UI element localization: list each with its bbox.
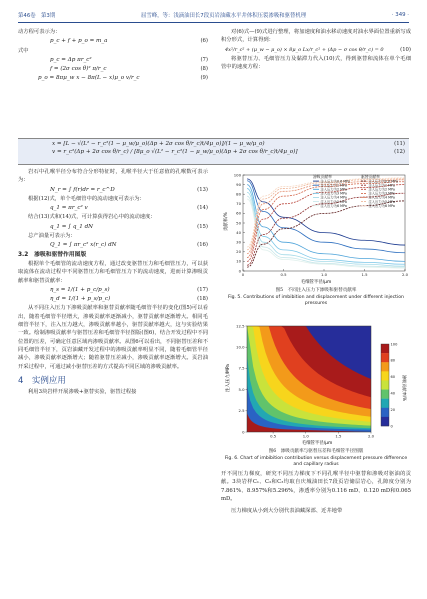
legend-label: 注入压力为5 MPa — [320, 199, 347, 204]
equation-11: x = [L − √(L² − r_c²(1 − μ_w/μ_o)(Δp + 2σ cos θ/r_c)t/4μ_o)]/(1 − μ_w/μ_o) (11) — [52, 141, 405, 147]
right-column-bottom — [221, 470, 411, 515]
colorbar-tick-label: 60 — [390, 375, 396, 380]
figure-6-caption-en: Fig. 6. Chart of imbibition contribution versus displacement pressure difference and capillary radius — [224, 455, 408, 467]
paragraph: 根据(12)式，单个毛细管中的流动速度可表示为： — [28, 195, 145, 202]
legend-label: 注入压力为2 MPa — [368, 187, 395, 192]
paragraph: 对(6)式—(9)式进行整理，将加速度和油水移动速度对油水界面位置重新写成积分形式，计算得到： — [221, 29, 411, 44]
colorbar-segment — [381, 399, 389, 408]
running-title: 屈雪峰，等：浅滴油田长7段页岩油藏水平井体积压裂渗吸和驱替机理 — [140, 13, 307, 19]
paragraph: 式中 — [18, 47, 29, 54]
legend-label: 注入压力为3 MPa — [368, 191, 395, 196]
colorbar-segment — [381, 362, 389, 371]
y-tick-label: 0 — [238, 268, 241, 274]
x-tick-label: 0.5 — [280, 272, 287, 277]
journal-volume: 第46卷 第3期 — [18, 13, 56, 19]
colorbar-segment — [381, 344, 389, 353]
figure-6-chart — [221, 318, 411, 446]
y-tick-label: 90 — [236, 181, 241, 187]
left-column-body — [18, 168, 208, 396]
running-header — [18, 9, 409, 21]
equation-14: q_1 = πr_c² v (14) — [50, 205, 208, 212]
y-tick-label: 100 — [233, 172, 241, 178]
equation-8: f = (2σ cos θ)² π/r_c (8) — [50, 66, 208, 73]
legend-label: 注入压力为6 MPa — [320, 203, 347, 208]
paragraph: 压力梯度从小到大分别代表油藏深部、近井地带 — [231, 508, 343, 515]
x-tick-label: 1.5 — [361, 272, 368, 277]
equation-13: N_r = ∫ f(r)dr = r_c^D (13) — [50, 186, 208, 193]
paragraph: 动方程可表示为： — [18, 29, 61, 35]
figure-6-caption-cn: 图6 渗吸贡献率与驱替压差和毛细管半径图版 — [268, 449, 364, 455]
y-tick-label: 0 — [242, 429, 245, 435]
section-heading: 3.2 渗吸和驱替作用图版 — [18, 251, 87, 258]
x-tick-label: 2.0 — [401, 272, 409, 277]
equation-18: η_d = 1/(1 + p_s/p_c) (18) — [50, 296, 208, 303]
equation-7: p_c = Δp πr_c² (7) — [50, 56, 208, 63]
left-column-top — [18, 28, 208, 84]
legend-label: 注入压力为4 MPa — [368, 195, 395, 200]
legend-label: 注入压力为4 MPa — [320, 195, 347, 200]
colorbar-tick-label: 40 — [390, 391, 396, 396]
y-tick-label: 70 — [236, 201, 241, 207]
paragraph: 开不同压力梯度，研究不同压力梯度下不同孔喉半径中驱替和渗吸对驱油的贡献。3块岩样C₁、C₂和C₃均取自庆城油田长7段页岩储层岩心，孔隙度分别为7.861%、8.957%和5.296%，渗透率分别为0.116 mD、0.120 mD和0.065 mD。 — [221, 471, 411, 502]
x-tick-label: 1.0 — [320, 272, 328, 277]
equation-12: v = r_c²(Δp + 2σ cos θ/r_c) / [8μ_o √(L² − r_c²(1 − μ_w/μ_o)(Δp + 2σ cos θ/r_c)t/4μ_o)] (12) — [52, 149, 405, 155]
y-axis-label: 贡献率/% — [224, 212, 229, 231]
legend-header-imbibition: 渗吸贡献率 — [313, 174, 332, 179]
equation-6: p_c + f + p_o = m_a (6) — [50, 38, 208, 45]
paragraph: 总产油量可表示为： — [28, 233, 76, 240]
x-tick-label: 0.5 — [270, 433, 277, 439]
y-tick-label: 50 — [236, 220, 241, 226]
y-tick-label: 10.0 — [236, 344, 245, 350]
x-tick-label: 0 — [241, 272, 245, 277]
colorbar-segment — [381, 408, 389, 417]
equation-16: Q_1 = ∫ πr_c² x(r_c) dN (16) — [50, 242, 208, 249]
colorbar-segment — [381, 390, 389, 399]
figure-5 — [221, 167, 411, 307]
figure-5-caption-en: Fig. 5. Contributions of imbibition and displacement under different injection pressures — [228, 294, 404, 306]
equation-17: η_s = 1/(1 + p_c/p_s) (17) — [50, 286, 208, 293]
header-rule — [18, 22, 409, 23]
legend-label: 注入压力为1 MPa — [320, 183, 347, 188]
legend-label: 注入压力为2 MPa — [320, 187, 347, 192]
y-tick-label: 12.5 — [236, 323, 245, 329]
colorbar-tick-label: 20 — [390, 407, 396, 412]
colorbar-segment — [381, 417, 389, 426]
colorbar-segment — [381, 380, 389, 389]
x-tick-label: 1.5 — [335, 433, 342, 439]
legend-label: 注入压力为5 MPa — [368, 199, 395, 204]
wide-equation-band — [18, 138, 409, 165]
x-tick-label: 1.0 — [302, 433, 309, 439]
figure-5-caption-cn: 图5 不同注入压力下渗吸和驱替贡献率 — [275, 288, 357, 294]
y-tick-label: 2.5 — [238, 408, 245, 414]
y-tick-label: 10 — [236, 258, 241, 264]
equation-10: 4x²/r_c² + (μ_w − μ_o) × 8μ_o Lx/r_c² + (Δp − σ cos θ/r_c) = 0 (10) — [225, 46, 411, 53]
legend-label: 注入压力为3 MPa — [320, 191, 347, 196]
legend-header-displacement: 驱替贡献率 — [361, 174, 380, 179]
paragraph: 岩石中孔喉半径分布符合分形特征时，孔喉半径大于任意值的孔喉数可表示为： — [18, 169, 208, 184]
colorbar-segment — [381, 353, 389, 362]
colorbar-tick-label: 80 — [390, 358, 396, 363]
legend-label: 注入压力为0.6 MPa — [320, 179, 350, 184]
colorbar-label: 渗吸贡献率/% — [402, 374, 407, 402]
x-axis-label: 毛细管半径/μm — [301, 441, 333, 446]
y-axis-label: 注入压力/MPa — [226, 364, 231, 392]
legend-label: 注入压力为0.6 MPa — [368, 179, 398, 184]
paragraph: 结合(13)式和(14)式，可计算获得岩心中的流动速度： — [28, 214, 156, 221]
y-tick-label: 80 — [236, 191, 241, 197]
y-tick-label: 7.5 — [238, 365, 245, 371]
x-tick-label: 2.0 — [367, 433, 375, 439]
page-number: · 349 · — [391, 12, 409, 18]
legend-label: 注入压力为1 MPa — [368, 183, 395, 188]
paragraph: 将驱替压力、毛细管压力及黏滞力代入(10)式，得到驱替和流体在单个毛细管中的速度方程： — [221, 55, 411, 71]
y-tick-label: 20 — [236, 249, 241, 255]
figure-6 — [221, 318, 411, 468]
equation-9: p_o = 8πμ_w x − 8π(L − x)μ_o v/r_c (9) — [38, 75, 208, 82]
colorbar-segment — [381, 371, 389, 380]
y-tick-label: 5.0 — [238, 386, 245, 392]
section-heading-large: 4 实例应用 — [18, 375, 66, 386]
equation-15: q_1 = ∫ q_1 dN (15) — [50, 223, 208, 230]
paragraph: 根据单个毛细管的流动速度方程，通过改变驱替压力和毛细管压力，可以获取流体在流动过程中不同驱替压力和毛细管压力下的流动速度，进而计算渗吸贡献率和驱替贡献率： — [18, 260, 208, 284]
right-column-top — [221, 28, 411, 71]
paragraph: 从不同注入压力下渗吸贡献率和驱替贡献率随毛细管半径的变化(图5)可以看出，随着毛细管半径增大，渗吸贡献率逐渐减小，驱替贡献率逐渐增大。相同毛细管半径下，注入压力越大，渗吸贡献率越小，驱替贡献率越大，这与实验结果一致。绘制渗吸贡献率与驱替压差和毛细管半径图版(图6)，结合开发过程中不同位置的压差，可确定任意区域内渗吸贡献率。从图6可以看出，不同驱替压差和不同毛细管半径下，页岩油藏开发过程中的渗吸贡献率明显不同，随着毛细管半径减小，渗吸贡献率逐渐增大；随着驱替压差减小，渗吸贡献率逐渐增大。页岩油开采过程中，可通过减小驱替压差的方式提高不同区域的渗吸贡献率。 — [18, 305, 208, 370]
y-tick-label: 60 — [236, 210, 241, 216]
legend-label: 注入压力为6 MPa — [368, 203, 395, 208]
figure-5-chart — [221, 167, 411, 285]
colorbar-tick-label: 0 — [390, 424, 393, 429]
x-axis-label: 毛细管半径/μm — [300, 280, 332, 285]
colorbar-tick-label: 100 — [390, 342, 398, 347]
paragraph: 利用3块岩样开展渗吸+驱替实验，驱替过程接 — [28, 389, 137, 396]
y-tick-label: 40 — [236, 229, 241, 235]
y-tick-label: 30 — [236, 239, 241, 245]
